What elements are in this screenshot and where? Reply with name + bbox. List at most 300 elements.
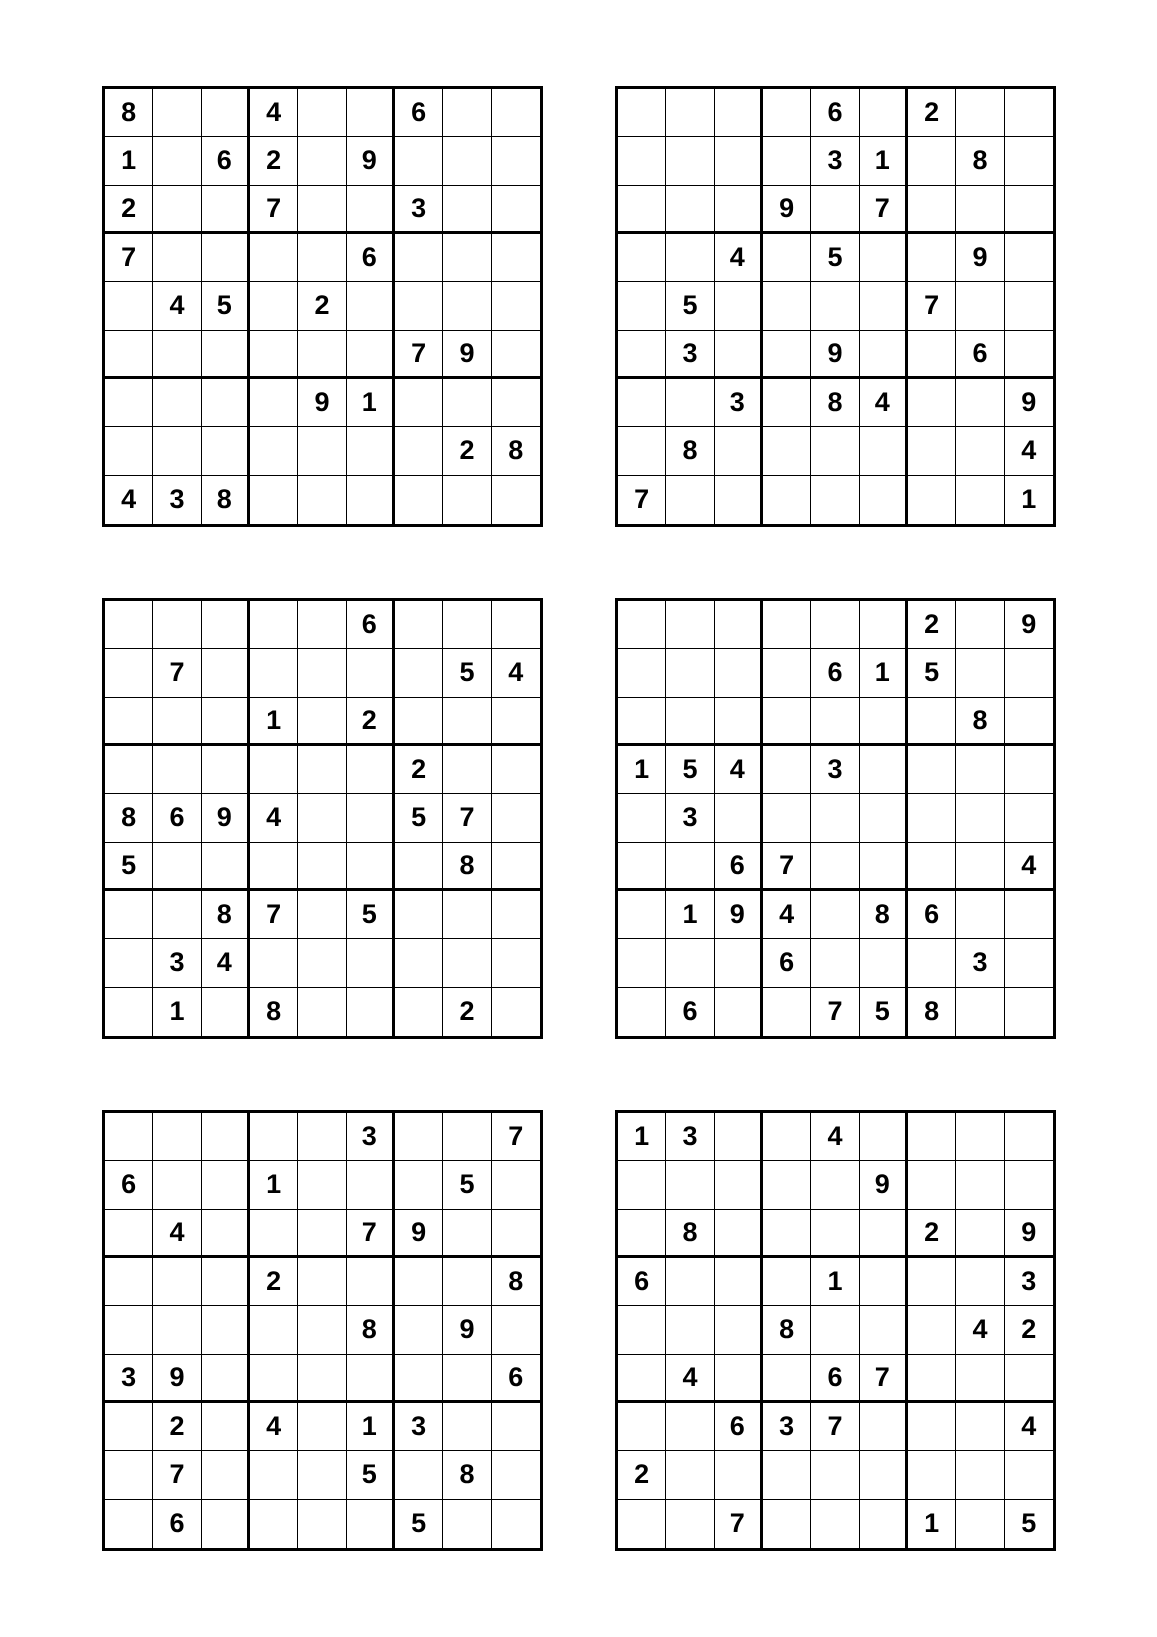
sudoku-cell[interactable]: 2 [443, 988, 491, 1036]
sudoku-cell[interactable] [763, 1500, 811, 1548]
sudoku-cell[interactable] [763, 331, 811, 379]
sudoku-cell[interactable] [811, 1306, 859, 1354]
sudoku-cell[interactable] [153, 843, 201, 891]
sudoku-cell[interactable]: 6 [763, 939, 811, 987]
sudoku-cell[interactable]: 8 [908, 988, 956, 1036]
sudoku-cell[interactable] [492, 379, 540, 427]
sudoku-cell[interactable] [860, 794, 908, 842]
sudoku-cell[interactable] [1005, 1113, 1053, 1161]
sudoku-cell[interactable] [908, 1355, 956, 1403]
sudoku-cell[interactable] [105, 698, 153, 746]
sudoku-cell[interactable] [908, 379, 956, 427]
sudoku-cell[interactable]: 5 [908, 649, 956, 697]
sudoku-cell[interactable] [250, 1306, 298, 1354]
sudoku-cell[interactable] [443, 746, 491, 794]
sudoku-cell[interactable] [763, 746, 811, 794]
sudoku-cell[interactable] [860, 476, 908, 524]
sudoku-cell[interactable]: 5 [811, 234, 859, 282]
sudoku-cell[interactable] [298, 331, 346, 379]
sudoku-cell[interactable]: 6 [202, 137, 250, 185]
sudoku-cell[interactable]: 3 [153, 476, 201, 524]
sudoku-cell[interactable] [763, 1451, 811, 1499]
sudoku-cell[interactable] [395, 234, 443, 282]
sudoku-cell[interactable]: 6 [666, 988, 714, 1036]
sudoku-cell[interactable] [618, 1500, 666, 1548]
sudoku-cell[interactable] [347, 89, 395, 137]
sudoku-cell[interactable] [105, 601, 153, 649]
sudoku-cell[interactable] [666, 843, 714, 891]
sudoku-cell[interactable]: 4 [763, 891, 811, 939]
sudoku-cell[interactable] [763, 988, 811, 1036]
sudoku-cell[interactable] [811, 1210, 859, 1258]
sudoku-cell[interactable]: 6 [618, 1258, 666, 1306]
sudoku-cell[interactable] [395, 379, 443, 427]
sudoku-cell[interactable]: 5 [202, 282, 250, 330]
sudoku-cell[interactable] [347, 476, 395, 524]
sudoku-cell[interactable]: 9 [715, 891, 763, 939]
sudoku-cell[interactable]: 8 [443, 1451, 491, 1499]
sudoku-cell[interactable] [153, 186, 201, 234]
sudoku-cell[interactable] [298, 1161, 346, 1209]
sudoku-cell[interactable] [811, 282, 859, 330]
sudoku-cell[interactable] [715, 1355, 763, 1403]
sudoku-cell[interactable] [715, 427, 763, 475]
sudoku-cell[interactable] [860, 1210, 908, 1258]
sudoku-cell[interactable] [763, 601, 811, 649]
sudoku-cell[interactable] [811, 601, 859, 649]
sudoku-cell[interactable] [860, 1113, 908, 1161]
sudoku-cell[interactable]: 2 [298, 282, 346, 330]
sudoku-cell[interactable] [956, 89, 1004, 137]
sudoku-cell[interactable]: 3 [811, 137, 859, 185]
sudoku-cell[interactable] [908, 1306, 956, 1354]
sudoku-cell[interactable] [618, 1306, 666, 1354]
sudoku-cell[interactable] [908, 746, 956, 794]
sudoku-cell[interactable]: 3 [956, 939, 1004, 987]
sudoku-cell[interactable] [105, 1258, 153, 1306]
sudoku-cell[interactable] [715, 939, 763, 987]
sudoku-cell[interactable] [492, 746, 540, 794]
sudoku-cell[interactable] [1005, 794, 1053, 842]
sudoku-cell[interactable]: 1 [250, 698, 298, 746]
sudoku-cell[interactable] [811, 843, 859, 891]
sudoku-cell[interactable]: 8 [202, 476, 250, 524]
sudoku-cell[interactable]: 6 [105, 1161, 153, 1209]
sudoku-cell[interactable] [347, 1500, 395, 1548]
sudoku-cell[interactable] [298, 1500, 346, 1548]
sudoku-cell[interactable] [298, 186, 346, 234]
sudoku-cell[interactable]: 4 [1005, 843, 1053, 891]
sudoku-cell[interactable] [443, 1403, 491, 1451]
sudoku-cell[interactable]: 4 [1005, 427, 1053, 475]
sudoku-cell[interactable]: 1 [860, 649, 908, 697]
sudoku-cell[interactable]: 6 [811, 89, 859, 137]
sudoku-cell[interactable] [250, 843, 298, 891]
sudoku-cell[interactable] [860, 843, 908, 891]
sudoku-cell[interactable] [763, 794, 811, 842]
sudoku-cell[interactable] [492, 1161, 540, 1209]
sudoku-cell[interactable]: 8 [443, 843, 491, 891]
sudoku-cell[interactable] [860, 746, 908, 794]
sudoku-cell[interactable] [860, 331, 908, 379]
sudoku-cell[interactable] [347, 1258, 395, 1306]
sudoku-cell[interactable] [250, 331, 298, 379]
sudoku-cell[interactable]: 6 [811, 649, 859, 697]
sudoku-cell[interactable] [811, 1451, 859, 1499]
sudoku-cell[interactable] [956, 1113, 1004, 1161]
sudoku-cell[interactable]: 7 [250, 186, 298, 234]
sudoku-cell[interactable] [492, 1210, 540, 1258]
sudoku-cell[interactable]: 8 [956, 137, 1004, 185]
sudoku-cell[interactable]: 8 [250, 988, 298, 1036]
sudoku-cell[interactable]: 2 [618, 1451, 666, 1499]
sudoku-cell[interactable]: 7 [811, 1403, 859, 1451]
sudoku-cell[interactable] [908, 234, 956, 282]
sudoku-cell[interactable] [298, 137, 346, 185]
sudoku-cell[interactable] [908, 698, 956, 746]
sudoku-cell[interactable] [443, 282, 491, 330]
sudoku-cell[interactable]: 7 [153, 649, 201, 697]
sudoku-cell[interactable] [956, 379, 1004, 427]
sudoku-cell[interactable] [202, 1355, 250, 1403]
sudoku-cell[interactable]: 4 [202, 939, 250, 987]
sudoku-cell[interactable] [956, 476, 1004, 524]
sudoku-cell[interactable]: 4 [956, 1306, 1004, 1354]
sudoku-cell[interactable]: 5 [395, 1500, 443, 1548]
sudoku-cell[interactable] [956, 1161, 1004, 1209]
sudoku-cell[interactable] [202, 1451, 250, 1499]
sudoku-cell[interactable] [105, 1113, 153, 1161]
sudoku-cell[interactable]: 2 [250, 1258, 298, 1306]
sudoku-cell[interactable] [618, 282, 666, 330]
sudoku-cell[interactable] [618, 234, 666, 282]
sudoku-cell[interactable] [618, 988, 666, 1036]
sudoku-cell[interactable]: 8 [492, 427, 540, 475]
sudoku-cell[interactable] [763, 89, 811, 137]
sudoku-cell[interactable] [395, 891, 443, 939]
sudoku-cell[interactable] [666, 649, 714, 697]
sudoku-cell[interactable] [763, 1355, 811, 1403]
sudoku-cell[interactable] [811, 698, 859, 746]
sudoku-cell[interactable]: 7 [395, 331, 443, 379]
sudoku-cell[interactable]: 2 [1005, 1306, 1053, 1354]
sudoku-cell[interactable] [1005, 988, 1053, 1036]
sudoku-cell[interactable] [298, 1355, 346, 1403]
sudoku-cell[interactable]: 1 [811, 1258, 859, 1306]
sudoku-cell[interactable] [666, 1161, 714, 1209]
sudoku-cell[interactable] [347, 843, 395, 891]
sudoku-cell[interactable] [1005, 698, 1053, 746]
sudoku-cell[interactable] [666, 379, 714, 427]
sudoku-cell[interactable] [715, 1113, 763, 1161]
sudoku-cell[interactable]: 1 [153, 988, 201, 1036]
sudoku-cell[interactable] [763, 1161, 811, 1209]
sudoku-cell[interactable] [347, 186, 395, 234]
sudoku-cell[interactable] [715, 649, 763, 697]
sudoku-cell[interactable]: 3 [715, 379, 763, 427]
sudoku-cell[interactable] [666, 1403, 714, 1451]
sudoku-cell[interactable] [666, 234, 714, 282]
sudoku-cell[interactable] [202, 601, 250, 649]
sudoku-cell[interactable] [395, 601, 443, 649]
sudoku-cell[interactable] [347, 427, 395, 475]
sudoku-cell[interactable] [298, 939, 346, 987]
sudoku-cell[interactable]: 3 [347, 1113, 395, 1161]
sudoku-cell[interactable]: 7 [105, 234, 153, 282]
sudoku-cell[interactable] [250, 1355, 298, 1403]
sudoku-cell[interactable] [811, 794, 859, 842]
sudoku-cell[interactable]: 8 [860, 891, 908, 939]
sudoku-cell[interactable]: 6 [153, 1500, 201, 1548]
sudoku-cell[interactable] [298, 698, 346, 746]
sudoku-cell[interactable] [298, 89, 346, 137]
sudoku-cell[interactable]: 8 [202, 891, 250, 939]
sudoku-cell[interactable]: 3 [666, 1113, 714, 1161]
sudoku-cell[interactable] [250, 1210, 298, 1258]
sudoku-cell[interactable]: 9 [347, 137, 395, 185]
sudoku-cell[interactable] [666, 698, 714, 746]
sudoku-cell[interactable] [250, 601, 298, 649]
sudoku-cell[interactable] [395, 1258, 443, 1306]
sudoku-cell[interactable]: 5 [666, 746, 714, 794]
sudoku-cell[interactable] [347, 1161, 395, 1209]
sudoku-cell[interactable]: 7 [153, 1451, 201, 1499]
sudoku-cell[interactable] [298, 988, 346, 1036]
sudoku-cell[interactable] [763, 1210, 811, 1258]
sudoku-cell[interactable]: 9 [1005, 601, 1053, 649]
sudoku-cell[interactable] [860, 1403, 908, 1451]
sudoku-cell[interactable] [105, 1306, 153, 1354]
sudoku-cell[interactable] [763, 1258, 811, 1306]
sudoku-cell[interactable]: 9 [443, 331, 491, 379]
sudoku-cell[interactable] [860, 1306, 908, 1354]
sudoku-cell[interactable] [202, 698, 250, 746]
sudoku-cell[interactable] [715, 476, 763, 524]
sudoku-cell[interactable] [105, 1451, 153, 1499]
sudoku-cell[interactable] [763, 476, 811, 524]
sudoku-cell[interactable]: 8 [347, 1306, 395, 1354]
sudoku-cell[interactable] [618, 939, 666, 987]
sudoku-cell[interactable] [956, 1355, 1004, 1403]
sudoku-cell[interactable] [811, 186, 859, 234]
sudoku-cell[interactable] [956, 1500, 1004, 1548]
sudoku-cell[interactable]: 9 [1005, 1210, 1053, 1258]
sudoku-cell[interactable] [666, 1258, 714, 1306]
sudoku-cell[interactable]: 9 [763, 186, 811, 234]
sudoku-cell[interactable] [202, 1403, 250, 1451]
sudoku-cell[interactable]: 4 [492, 649, 540, 697]
sudoku-cell[interactable] [763, 282, 811, 330]
sudoku-cell[interactable] [618, 891, 666, 939]
sudoku-cell[interactable] [250, 649, 298, 697]
sudoku-cell[interactable] [250, 1500, 298, 1548]
sudoku-cell[interactable] [956, 282, 1004, 330]
sudoku-cell[interactable]: 2 [908, 89, 956, 137]
sudoku-cell[interactable] [105, 988, 153, 1036]
sudoku-cell[interactable] [202, 427, 250, 475]
sudoku-cell[interactable]: 6 [715, 1403, 763, 1451]
sudoku-cell[interactable] [492, 988, 540, 1036]
sudoku-cell[interactable] [298, 427, 346, 475]
sudoku-cell[interactable] [153, 1306, 201, 1354]
sudoku-cell[interactable]: 6 [395, 89, 443, 137]
sudoku-cell[interactable] [492, 601, 540, 649]
sudoku-cell[interactable] [492, 794, 540, 842]
sudoku-cell[interactable] [618, 649, 666, 697]
sudoku-cell[interactable] [105, 1403, 153, 1451]
sudoku-cell[interactable] [395, 1306, 443, 1354]
sudoku-cell[interactable] [395, 137, 443, 185]
sudoku-cell[interactable]: 7 [860, 1355, 908, 1403]
sudoku-cell[interactable] [105, 746, 153, 794]
sudoku-cell[interactable] [443, 476, 491, 524]
sudoku-cell[interactable]: 5 [395, 794, 443, 842]
sudoku-cell[interactable] [908, 939, 956, 987]
sudoku-cell[interactable] [443, 1258, 491, 1306]
sudoku-cell[interactable] [347, 746, 395, 794]
sudoku-cell[interactable] [395, 939, 443, 987]
sudoku-cell[interactable]: 4 [715, 746, 763, 794]
sudoku-cell[interactable] [860, 698, 908, 746]
sudoku-cell[interactable] [715, 186, 763, 234]
sudoku-cell[interactable] [492, 476, 540, 524]
sudoku-cell[interactable] [1005, 1355, 1053, 1403]
sudoku-cell[interactable] [763, 649, 811, 697]
sudoku-cell[interactable] [618, 698, 666, 746]
sudoku-cell[interactable] [395, 476, 443, 524]
sudoku-cell[interactable] [105, 282, 153, 330]
sudoku-cell[interactable] [666, 1306, 714, 1354]
sudoku-cell[interactable]: 4 [666, 1355, 714, 1403]
sudoku-cell[interactable] [250, 1451, 298, 1499]
sudoku-cell[interactable] [395, 988, 443, 1036]
sudoku-cell[interactable]: 4 [250, 794, 298, 842]
sudoku-cell[interactable] [153, 137, 201, 185]
sudoku-cell[interactable] [298, 1306, 346, 1354]
sudoku-cell[interactable] [298, 746, 346, 794]
sudoku-cell[interactable]: 3 [105, 1355, 153, 1403]
sudoku-cell[interactable]: 7 [492, 1113, 540, 1161]
sudoku-cell[interactable] [443, 1500, 491, 1548]
sudoku-cell[interactable] [1005, 649, 1053, 697]
sudoku-cell[interactable]: 3 [153, 939, 201, 987]
sudoku-cell[interactable] [860, 1451, 908, 1499]
sudoku-cell[interactable] [618, 427, 666, 475]
sudoku-cell[interactable]: 6 [908, 891, 956, 939]
sudoku-cell[interactable] [1005, 746, 1053, 794]
sudoku-cell[interactable] [492, 89, 540, 137]
sudoku-cell[interactable] [395, 1113, 443, 1161]
sudoku-cell[interactable] [443, 234, 491, 282]
sudoku-cell[interactable] [860, 427, 908, 475]
sudoku-cell[interactable]: 9 [153, 1355, 201, 1403]
sudoku-cell[interactable] [492, 1306, 540, 1354]
sudoku-cell[interactable] [202, 649, 250, 697]
sudoku-cell[interactable] [811, 1161, 859, 1209]
sudoku-cell[interactable] [666, 476, 714, 524]
sudoku-cell[interactable] [202, 1500, 250, 1548]
sudoku-cell[interactable] [395, 698, 443, 746]
sudoku-cell[interactable]: 7 [860, 186, 908, 234]
sudoku-cell[interactable] [908, 1258, 956, 1306]
sudoku-cell[interactable] [202, 186, 250, 234]
sudoku-cell[interactable]: 7 [715, 1500, 763, 1548]
sudoku-cell[interactable]: 5 [347, 1451, 395, 1499]
sudoku-cell[interactable] [492, 234, 540, 282]
sudoku-cell[interactable] [811, 476, 859, 524]
sudoku-cell[interactable] [1005, 234, 1053, 282]
sudoku-cell[interactable] [811, 939, 859, 987]
sudoku-cell[interactable]: 1 [666, 891, 714, 939]
sudoku-cell[interactable] [250, 282, 298, 330]
sudoku-cell[interactable]: 9 [443, 1306, 491, 1354]
sudoku-cell[interactable]: 8 [956, 698, 1004, 746]
sudoku-cell[interactable] [666, 186, 714, 234]
sudoku-cell[interactable]: 3 [763, 1403, 811, 1451]
sudoku-cell[interactable] [395, 1161, 443, 1209]
sudoku-cell[interactable] [666, 1451, 714, 1499]
sudoku-cell[interactable] [153, 89, 201, 137]
sudoku-cell[interactable]: 1 [1021, 484, 1037, 515]
sudoku-cell[interactable] [202, 843, 250, 891]
sudoku-cell[interactable] [908, 843, 956, 891]
sudoku-cell[interactable] [956, 746, 1004, 794]
sudoku-cell[interactable] [908, 794, 956, 842]
sudoku-cell[interactable]: 2 [443, 427, 491, 475]
sudoku-cell[interactable]: 8 [666, 427, 714, 475]
sudoku-cell[interactable]: 2 [105, 186, 153, 234]
sudoku-cell[interactable]: 6 [956, 331, 1004, 379]
sudoku-cell[interactable] [618, 1210, 666, 1258]
sudoku-cell[interactable] [298, 476, 346, 524]
sudoku-cell[interactable] [105, 891, 153, 939]
sudoku-cell[interactable] [347, 794, 395, 842]
sudoku-cell[interactable] [956, 649, 1004, 697]
sudoku-cell[interactable] [298, 794, 346, 842]
sudoku-cell[interactable]: 7 [908, 282, 956, 330]
sudoku-cell[interactable] [250, 379, 298, 427]
sudoku-cell[interactable] [105, 649, 153, 697]
sudoku-cell[interactable]: 1 [618, 746, 666, 794]
sudoku-cell[interactable] [715, 1210, 763, 1258]
sudoku-cell[interactable] [298, 843, 346, 891]
sudoku-cell[interactable] [1005, 891, 1053, 939]
sudoku-cell[interactable] [153, 891, 201, 939]
sudoku-cell[interactable] [443, 137, 491, 185]
sudoku-cell[interactable] [492, 331, 540, 379]
sudoku-cell[interactable] [715, 794, 763, 842]
sudoku-cell[interactable] [202, 379, 250, 427]
sudoku-cell[interactable]: 9 [202, 794, 250, 842]
sudoku-cell[interactable]: 4 [105, 476, 153, 524]
sudoku-cell[interactable]: 8 [763, 1306, 811, 1354]
sudoku-cell[interactable] [443, 1355, 491, 1403]
sudoku-cell[interactable] [153, 1113, 201, 1161]
sudoku-cell[interactable]: 6 [153, 794, 201, 842]
sudoku-cell[interactable]: 2 [347, 698, 395, 746]
sudoku-cell[interactable] [443, 1210, 491, 1258]
sudoku-cell[interactable]: 5 [666, 282, 714, 330]
sudoku-cell[interactable] [666, 601, 714, 649]
sudoku-cell[interactable] [956, 1451, 1004, 1499]
sudoku-cell[interactable] [202, 1306, 250, 1354]
sudoku-cell[interactable] [492, 1451, 540, 1499]
sudoku-cell[interactable]: 1 [860, 137, 908, 185]
sudoku-cell[interactable] [618, 379, 666, 427]
sudoku-cell[interactable]: 4 [250, 1403, 298, 1451]
sudoku-cell[interactable] [443, 186, 491, 234]
sudoku-cell[interactable] [715, 698, 763, 746]
